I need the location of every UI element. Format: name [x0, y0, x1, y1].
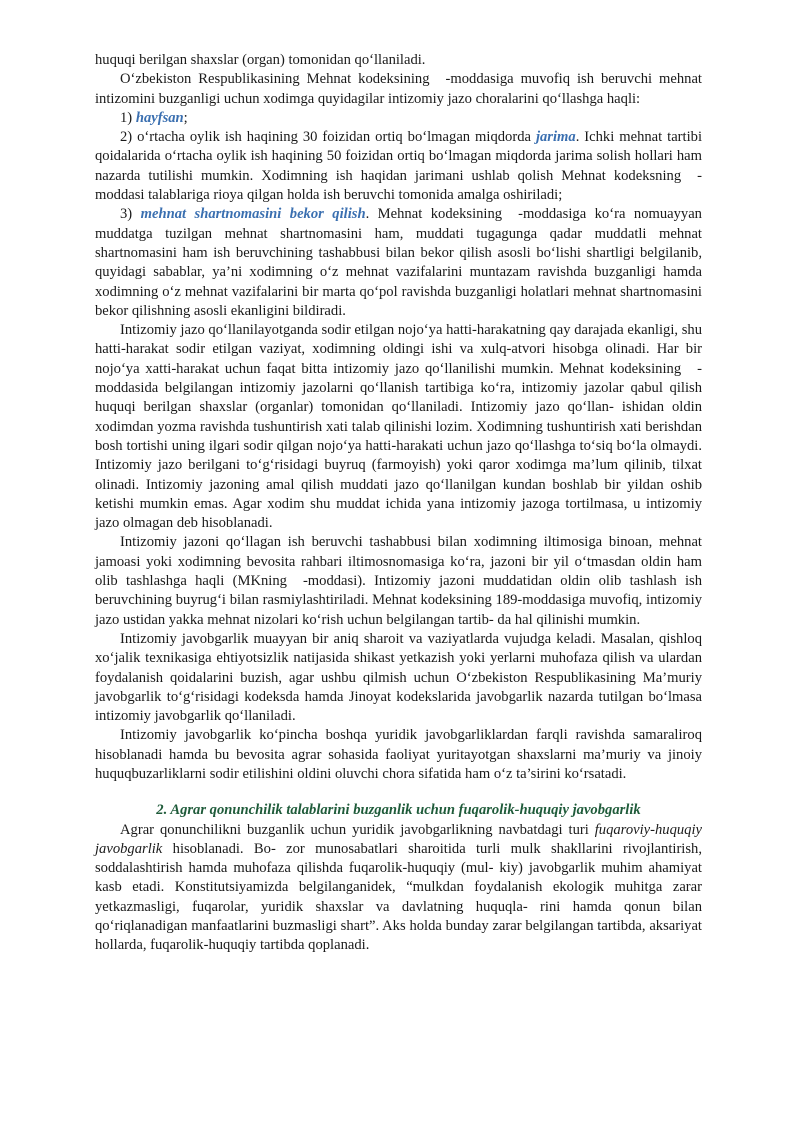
text: Intizomiy jazo qo‘llanilayotganda sodir etilgan nojo‘ya hatti-harakatning qay darajada ekanligi, shu hatti-harakat sodir etilgan vaziyat, xodimning oldingi ishi va xulq-atvori hisobga olinadi. Har bir nojo‘ya xatti-harakat uchun faqat bitta intizomiy jazo qo‘llanilishi mumkin. Mehnat kodeksining [95, 322, 702, 377]
text: ; [183, 109, 188, 126]
text: -moddasiga ko‘ra nomuayyan muddatga tuzilgan mehnat shartnomasini ham, muddati tugagunga qadar muddatli mehnat shartnomasini ham ish beruvchining tashabbusi bilan bekor qilish asosli bo‘lishi shartligi belgilanib, quyidagi sabablar, ya’ni xodimning o‘z mehnat vazifalarini muntazam ravishda buzganligi hamda xodimning o‘z mehnat vazifalarini bir marta qo‘pol ravishda buzganligi holatlari mehnat shartnomasini bekor qilishning asosli ekanligini bildiradi. [95, 206, 702, 319]
text: . Mehnat kodeksining [365, 206, 503, 223]
list-item-contract-termination [95, 205, 702, 321]
paragraph-civil-liability [95, 821, 702, 956]
list-item-fine [95, 128, 702, 205]
text: Intizomiy javobgarlik muayyan bir aniq sharoit va vaziyatlarda vujudga keladi. Masalan, qishloq xo‘jalik texnikasiga ehtiyotsizlik natijasida shikast yetkazish yoki yerlarni muhofaza qilish va ulardan foydalanish qoidalarini buzish, agar ushbu qilmish uchun O‘zbekiston Respublikasining Ma’muriy javobgarlik to‘g‘risidagi kodeksda hamda Jinoyat kodekslarida javobgarlik nazarda tutilgan bo‘lmasa intizomiy javobgarlik qo‘llaniladi. [95, 630, 702, 725]
text: . Ichki mehnat tartibi qoidalarida o‘rtacha oylik ish haqining 50 foizidan ortiq bo‘lmagan miqdorda jarima solish hollari ham nazarda tutilishi mumkin. Xodimning ish haqidan jarimani ushlab qolish Mehnat kodeksning [95, 129, 702, 184]
section-heading: 2. Agrar qonunchilik talablarini buzganlik uchun fuqarolik-huquqiy javobgarlik [156, 802, 641, 819]
paragraph-liability-conditions [95, 630, 702, 726]
text: Agrar qonunchilikni buzganlik uchun yuridik javobgarlikning navbatdagi turi [120, 821, 589, 838]
text: huquqi berilgan shaxslar (organ) tomonidan qo‘llaniladi. [95, 52, 426, 68]
term-mehnat-shartnomasini-bekor-qilish: mehnat shartnomasini bekor qilish [140, 206, 366, 223]
term-hayfsan: hayfsan [135, 109, 184, 126]
text: O‘zbekiston Respublikasining Mehnat kodeksining [120, 71, 430, 88]
text: 2) o‘rtacha oylik ish haqining 30 foizidan ortiq bo‘lmagan miqdorda [120, 129, 531, 146]
item-number: 1) [120, 109, 133, 126]
term-jarima: jarima [535, 129, 576, 146]
list-item-reprimand [95, 109, 702, 128]
text: Intizomiy javobgarlik ko‘pincha boshqa yuridik javobgarliklardan farqli ravishda samaraliroq hisoblanadi hamda bu bevosita agrar sohasida faoliyat yuritayotgan shaxslarni ma’muriy va jinoiy huquqbuzarliklarni sodir etilishini oldini oluvchi chora sifatida ham o‘z ta’sirini ko‘rsatadi. [95, 727, 702, 782]
term-fuqaroviy-huquqiy-javobgarlik: fuqaroviy-huquqiy javobgarlik [95, 821, 702, 857]
item-number: 3) [120, 206, 133, 223]
paragraph-penalty-removal [95, 533, 702, 629]
paragraph-liability-effectiveness [95, 726, 702, 784]
text: -moddasida belgilangan intizomiy jazolarni qo‘llanish tartibiga ko‘ra, intizomiy jazolar qabul qilish huquqi berilgan shaxslar (organlar) tomonidan qo‘llaniladi. Intizomiy jazo qo‘llan- ishidan oldin xodimdan yozma ravishda tushuntirish xati talab qilinishi lozim. Xodimning tushuntirish xati berishdan bosh tortishi uning ilgari sodir qilgan nojo‘ya hatti-harakati uchun jazo qo‘llashga to‘siq bo‘la olmaydi. Intizomiy jazo berilgani to‘g‘risidagi buyruq (farmoyish) yoki qaror xodimga ma’lum qilinib, tilxat olinadi. Intizomiy jazoning amal qilish muddati jazo qo‘llanilgan kundan boshlab bir yildan oshib ketishi mumkin emas. Agar xodim shu muddat ichida yana intizomiy jazoga tortilmasa, u intizomiy jazo olmagan deb hisoblanadi. [95, 360, 702, 532]
text: -moddasi). Intizomiy jazoni muddatidan oldin olib tashlash ish beruvchining buyrug‘i bilan rasmiylashtiriladi. Mehnat kodeksining 189-moddasiga muvofiq, intizomiy jazo ustidan yakka mehnat nizolari ko‘rish uchun belgilangan tartib- da hal qilinishi mumkin. [95, 573, 702, 628]
text: hisoblanadi. Bo- zor munosabatlari sharoitida turli mulk shakllarini rivojlantirish, soddalashtirish hamda muhofaza qilishda fuqarolik-huquqiy (mul- kiy) javobgarlik muhim ahamiyat kasb etadi. Konstitutsiyamizda belgilanganidek, “mulkdan foydalanish ekologik muhitga zarar yetkazmasligi, fuqarolar, yuridik shaxslar va davlatning huquqla- rini hamda qonun bilan qo‘riqlanadigan manfaatlarini buzmasligi shart”. Aks holda bunday zarar belgilangan tartibda, aksariyat hollarda, fuqarolik-huquqiy tartibda qoplanadi. [95, 840, 702, 954]
text: Intizomiy jazoni qo‘llagan ish beruvchi tashabbusi bilan xodimning iltimosiga binoan, mehnat jamoasi yoki xodimning bevosita rahbari iltimosnomasiga ko‘ra, jazoni bir yil o‘tmasdan oldin ham olib tashlashga haqli (MKning [95, 534, 702, 590]
paragraph-disciplinary-measures-intro [95, 70, 702, 109]
text: -moddasi talablariga rioya qilgan holda ish beruvchi tomonida amalga oshiriladi; [95, 167, 702, 204]
paragraph-penalty-procedure [95, 321, 702, 533]
paragraph-continuation [95, 51, 702, 70]
text: -moddasiga muvofiq ish beruvchi mehnat intizomini buzganligi uchun xodimga quyidagilar intizomiy jazo choralarini qo‘llashga haqli: [95, 71, 702, 107]
